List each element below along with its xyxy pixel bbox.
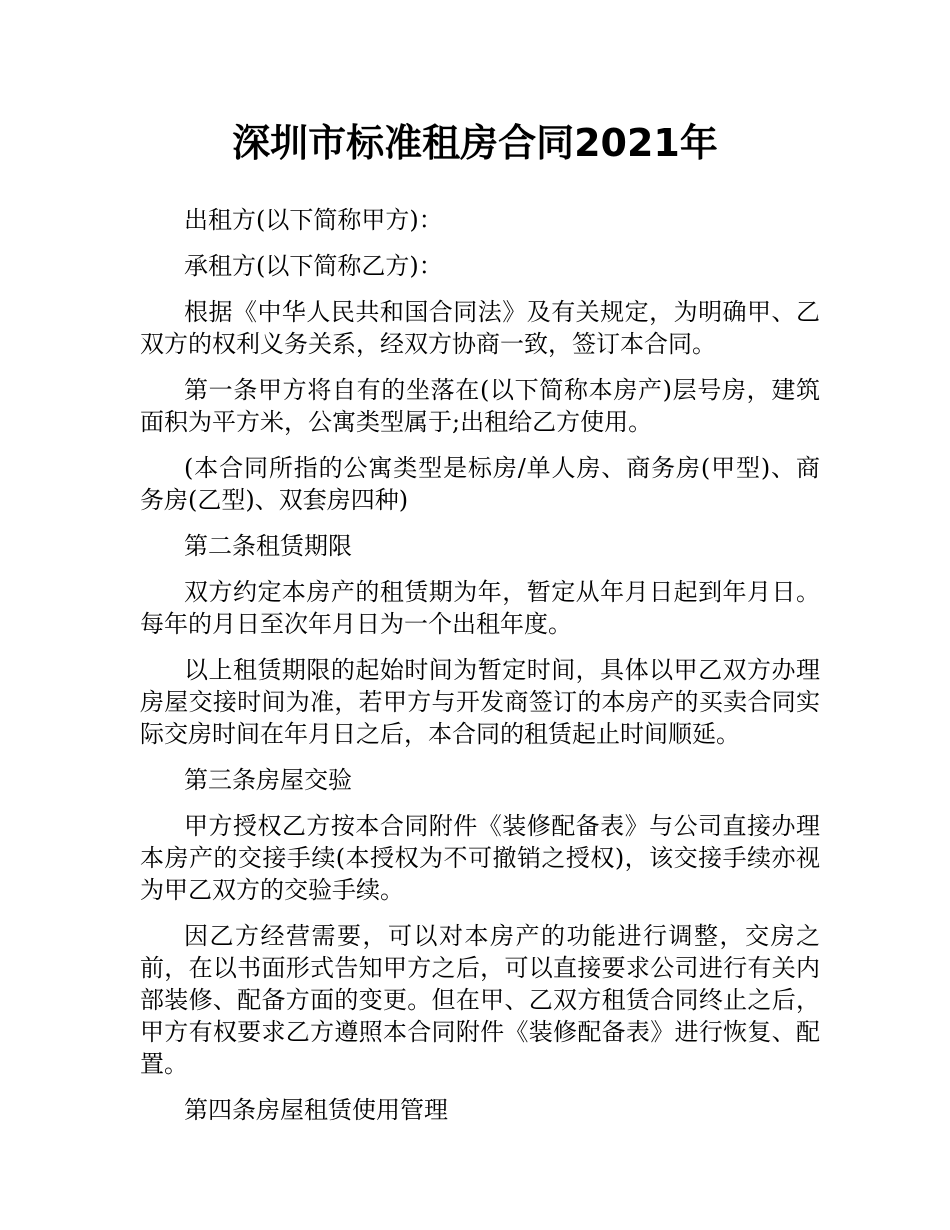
heading-article-2: 第二条租赁期限 <box>184 532 352 560</box>
paragraph-handover: 甲方授权乙方按本合同附件《装修配备表》与公司直接办理本房产的交接手续(本授权为不可撤销之授权)，该交接手续亦视为甲乙双方的交验手续。 <box>140 812 820 904</box>
paragraph-term-start: 以上租赁期限的起始时间为暂定时间，具体以甲乙双方办理房屋交接时间为准，若甲方与开发商签订的本房产的买卖合同实际交房时间在年月日之后，本合同的租赁起止时间顺延。 <box>140 656 820 748</box>
paragraph-lessee: 承租方(以下简称乙方)： <box>184 252 443 280</box>
heading-article-3: 第三条房屋交验 <box>184 766 352 794</box>
paragraph-preamble: 根据《中华人民共和国合同法》及有关规定，为明确甲、乙双方的权利义务关系，经双方协商一致，签订本合同。 <box>140 298 820 358</box>
paragraph-lease-term: 双方约定本房产的租赁期为年，暂定从年月日起到年月日。每年的月日至次年月日为一个出租年度。 <box>140 578 820 638</box>
paragraph-apartment-types: (本合同所指的公寓类型是标房/单人房、商务房(甲型)、商务房(乙型)、双套房四种) <box>140 454 820 514</box>
paragraph-modification: 因乙方经营需要，可以对本房产的功能进行调整，交房之前，在以书面形式告知甲方之后，可以直接要求公司进行有关内部装修、配备方面的变更。但在甲、乙双方租赁合同终止之后，甲方有权要求乙方遵照本合同附件《装修配备表》进行恢复、配置。 <box>140 922 820 1078</box>
document-body <box>140 204 820 1140</box>
paragraph-lessor: 出租方(以下简称甲方)： <box>184 206 443 234</box>
paragraph-article-1: 第一条甲方将自有的坐落在(以下简称本房产)层号房，建筑面积为平方米，公寓类型属于;出租给乙方使用。 <box>140 376 820 436</box>
document-title: 深圳市标准租房合同2021年 <box>232 121 718 165</box>
heading-article-4: 第四条房屋租赁使用管理 <box>184 1096 448 1124</box>
